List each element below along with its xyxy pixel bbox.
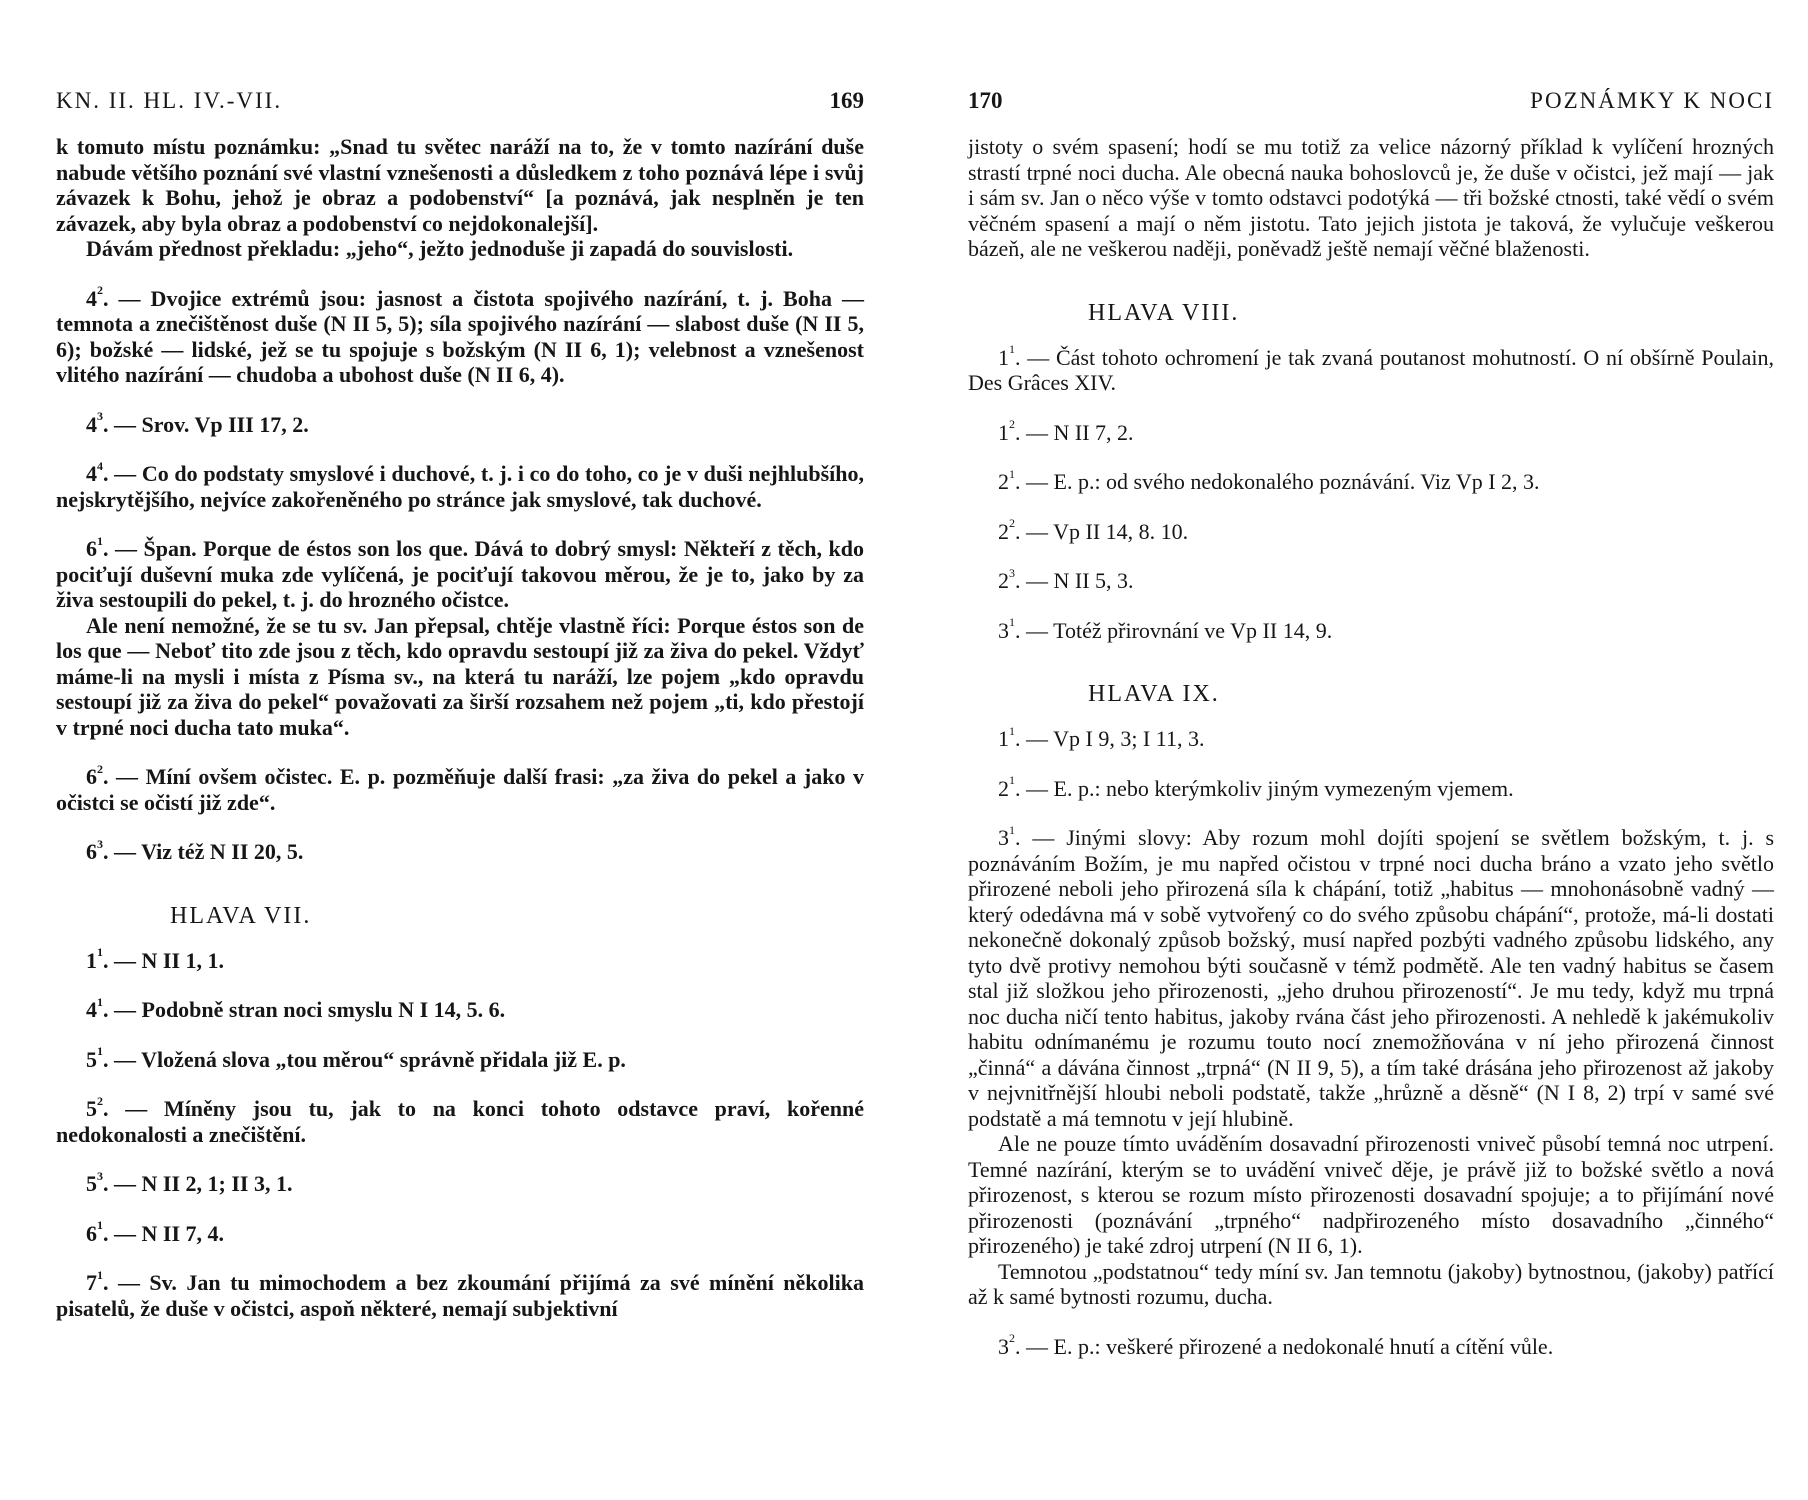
right-text [968,134,1774,262]
note-2-1: $2^1$. — E. p.: od svého nedokonalého poznávání. Viz Vp I 2, 3. [998,466,1540,494]
note-3-1: $3^1$. — Jinými slovy: Aby rozum mohl dojíti spojení se světlem božským, t. j. s poznáváním Božím, je mu napřed očistou v trpné noci ducha bráno a vzato jeho světlo přirozené neboli jeho přirozená síla k chápání, totiž „habitus — mnohonásobně vadný — který odedávna má v sobě vytvořený co do svého způsobu chápání“, protože, má-li dostati nekonečně dokonalý způsob božský, musí napřed pozbýti vadného způsobu lidského, any tyto dvě protivy nemohou býti současně v témž podmětě. Ale ten vadný habitus se časem stal již složkou jeho přirozenosti, „jeho druhou přirozeností“. Je mu tedy, když mu trpná noc ducha ničí tento habitus, jakoby rvána část jeho přirozenosti. A nehledě k jakémukoliv habitu odnímanému je rozumu touto nocí znemožňována v ní jeho přirozená činnost „činná“ a dávána činnost „trpná“ (N II 9, 5), a tím také drásána jeho přirozenost až jakoby v nejvnitřnější hloubi neboli podstatě, takže „hrůzně a děsně“ (N I 8, 2) trpí v samé své podstatě a má temnotu v její hlubině. [968,822,1774,1131]
note-4-4: $4^4$. — Co do podstaty smyslové i duchové, t. j. i co do toho, co je v duši nejhlubšího, nejskrytějšího, nejvíce zakořeněného po stránce jak smyslové, tak duchové. [56,458,864,512]
chapter-heading: HLAVA VII. [170,902,312,929]
note-4-1: $4^1$. — Podobně stran noci smyslu N I 14, 5. 6. [86,994,506,1022]
note-3-1: $3^1$. — Totéž přirovnání ve Vp II 14, 9. [998,615,1333,643]
note-paragraph: Ale není nemožné, že se tu sv. Jan přepsal, chtěje vlastně říci: Porque éstos son de los que — Neboť tito zde jsou z těch, kdo opravdu sestoupí již za živa do pekel. Vždyť máme-li na mysli i místa z Písma sv., na která tu naráží, lze pojem „kdo opravdu sestoupí již za živa do pekel“ považovati za širší rozsahem než pojem „ti, kdo přestojí v trpné noci ducha tato muka“. [56,612,864,740]
note-paragraph: Ale ne pouze tímto uváděním dosavadní přirozenosti vniveč působí temná noc utrpení. Temné nazírání, kterým se to uvádění vniveč děje, je právě již to božské světlo a nová přirozenost, s kterou se rozum místo přirozenosti dosavadní spojuje; a to přijímání nové přirozenosti (poznávání „trpného“ nadpřirozeného místo dosavadního „činného“ přirozeného) je také zdroj utrpení (N II 6, 1). [968,1131,1774,1258]
note-2-2: $2^2$. — Vp II 14, 8. 10. [998,516,1189,544]
note-carryover: k tomuto místu poznámku: „Snad tu světec naráží na to, že v tomto nazírání duše nabude většího poznání své vlastní vznešenosti a důsledkem z toho poznává lépe i svůj závazek k Bohu, jehož je obraz a podobenství“ [a poznává, jak nesplněn je ten závazek, aby byla obraz a podobenství co nejdokonalejší]. [56,134,864,236]
note-6-3: $6^3$. — Viz též N II 20, 5. [86,836,304,864]
note-2-3: $2^3$. — N II 5, 3. [998,565,1134,593]
note-6-2: $6^2$. — Míní ovšem očistec. E. p. pozměňuje další frasi: „za živa do pekel a jako v očistci se očistí již zde“. [56,761,864,815]
note-4-3: $4^3$. — Srov. Vp III 17, 2. [86,409,309,437]
note-1-1: $1^1$. — Vp I 9, 3; I 11, 3. [998,723,1205,751]
right-page [968,88,1774,1359]
left-page-number: 169 [829,88,864,113]
note-5-3: $5^3$. — N II 2, 1; II 3, 1. [86,1168,293,1196]
chapter-heading: HLAVA VIII. [1088,299,1240,326]
left-running-head [56,88,864,122]
note-3-2: $3^2$. — E. p.: veškeré přirozené a nedokonalé hnutí a cítění vůle. [998,1331,1554,1359]
left-text [56,134,864,865]
right-page-number: 170 [968,88,1003,113]
note-7-1: $7^1$. — Sv. Jan tu mimochodem a bez zkoumání přijímá za své mínění několika pisatelů, že duše v očistci, aspoň některé, nemají subjektivní [56,1267,864,1321]
note-carryover: jistoty o svém spasení; hodí se mu totiž za velice názorný příklad k vylíčení hrozných strastí trpné noci ducha. Ale obecná nauka bohoslovců je, že duše v očistci, jež mají — jak i sám sv. Jan o něco výše v tomto odstavci podotýká — tři božské ctnosti, také vědí o svém věčném spasení a mají o něm jistotu. Tato jejich jistota je taková, že vylučuje veškerou bázeň, ale ne veškerou naději, poněvadž ještě nemají věčné blaženosti. [968,134,1774,261]
right-running-head [968,88,1774,122]
right-text-chapter-8 [968,342,1774,644]
note-4-2: $4^2$. — Dvojice extrémů jsou: jasnost a čistota spojivého nazírání, t. j. Boha — temnota a znečištěnost duše (N II 5, 5); síla spojivého nazírání — slabost duše (N II 5, 6); božské — lidské, jež se tu spojuje s božským (N II 6, 1); velebnost a vznešenost vlitého nazírání — chudoba a ubohost duše (N II 6, 4). [56,283,864,387]
right-text-chapter-9 [968,723,1774,1359]
note-1-1: $1^1$. — Část tohoto ochromení je tak zvaná poutanost mohutností. O ní obšírně Poulain, Des Grâces XIV. [968,342,1774,395]
note-1-2: $1^2$. — N II 7, 2. [998,417,1134,445]
left-running-title: KN. II. HL. IV.-VII. [56,88,283,113]
chapter-heading: HLAVA IX. [1088,681,1220,707]
note-paragraph: Temnotou „podstatnou“ tedy míní sv. Jan temnotu (jakoby) bytnostnou, (jakoby) patřící až k samé bytnosti rozumu, ducha. [968,1258,1774,1309]
note-2-1: $2^1$. — E. p.: nebo kterýmkoliv jiným vymezeným vjemem. [998,773,1514,801]
right-running-title: POZNÁMKY K NOCI [1530,88,1774,113]
note-6-1: $6^1$. — Špan. Porque de éstos son los que. Dává to dobrý smysl: Někteří z těch, kdo pociťují duševní muka zde vylíčená, je pociťují takovou měrou, že je to, jako by za živa sestoupili do pekel, t. j. do hrozného očistce. [56,533,864,612]
note-5-1: $5^1$. — Vložená slova „tou měrou“ správně přidala již E. p. [86,1044,626,1072]
note-1-1: $1^1$. — N II 1, 1. [86,945,225,973]
note-6-1b: $6^1$. — N II 7, 4. [86,1218,225,1246]
note-5-2: $5^2$. — Míněny jsou tu, jak to na konci tohoto odstavce praví, kořenné nedokonalosti a znečištění. [56,1093,864,1147]
left-text-chapter [56,945,864,1322]
note-paragraph: Dávám přednost překladu: „jeho“, ježto jednoduše ji zapadá do souvislosti. [86,236,794,261]
left-page [56,88,864,1321]
